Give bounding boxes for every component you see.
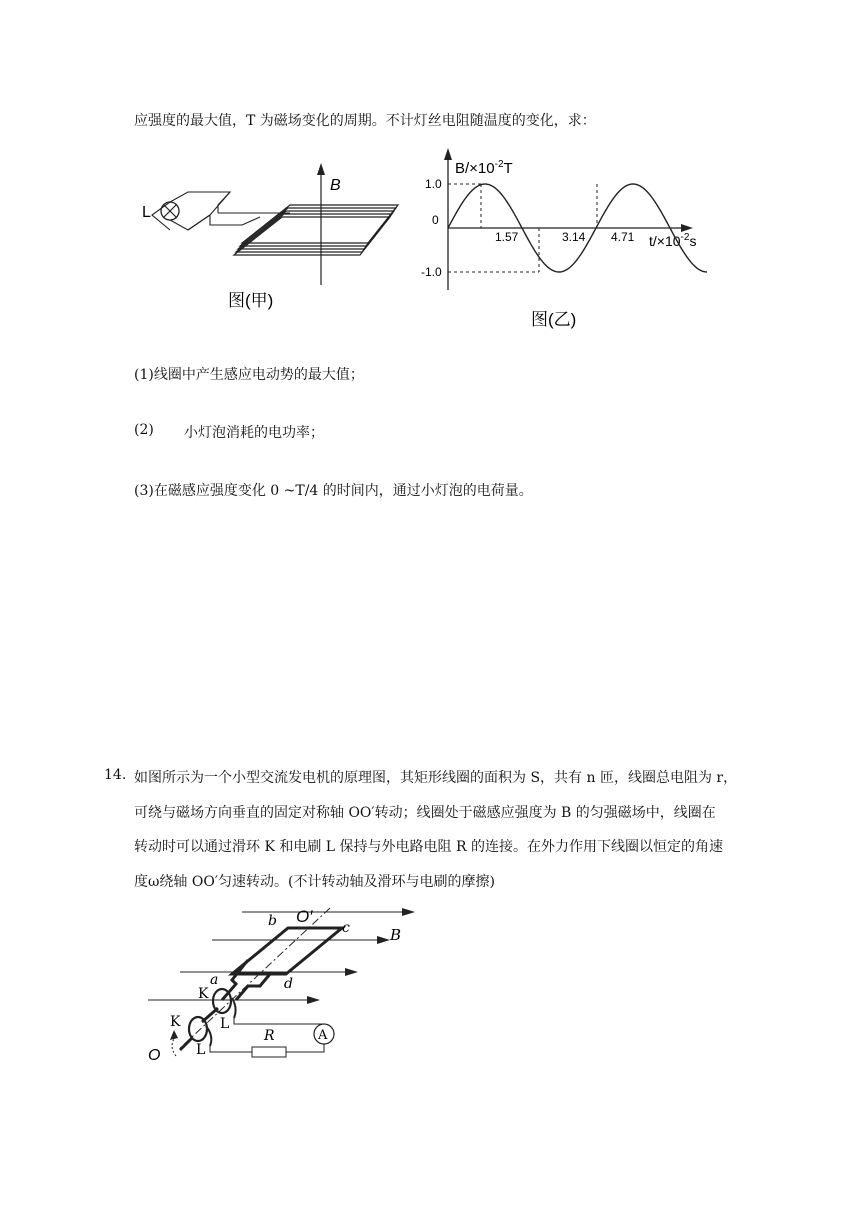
lamp-label: L <box>142 204 151 221</box>
y-axis-arrow-icon <box>444 148 452 160</box>
x-tick-3: 4.71 <box>611 230 635 244</box>
label-b: b <box>268 913 277 929</box>
resistor-icon <box>252 1047 286 1057</box>
field-label: B <box>330 177 341 194</box>
x-axis-arrow-icon <box>681 224 693 232</box>
y-tick-1: 1.0 <box>425 177 442 191</box>
field-arrow-icon <box>402 908 415 916</box>
label-K2: K <box>170 1014 181 1030</box>
x-axis-unit: s <box>689 233 697 249</box>
figure-jia <box>130 155 420 315</box>
x-axis-exp: -2 <box>680 232 690 243</box>
question-3: (3)在磁感应强度变化 0 ~T/4 的时间内，通过小灯泡的电荷量。 <box>134 483 533 499</box>
label-B: B <box>390 926 402 944</box>
problem-14-number: 14. <box>104 767 127 783</box>
label-a: a <box>210 972 219 988</box>
arrow-up-icon <box>317 163 325 175</box>
intro-line: 应强度的最大值，T 为磁场变化的周期。不计灯丝电阻随温度的变化，求： <box>134 113 596 129</box>
x-tick-1: 1.57 <box>495 230 519 244</box>
svg-text:B/×10-2T <box>455 159 513 177</box>
field-arrow-icon <box>307 996 320 1004</box>
label-d: d <box>284 976 293 992</box>
svg-text:t/×10-2s <box>649 232 696 249</box>
label-K1: K <box>198 986 209 1002</box>
label-O: O <box>148 1047 161 1064</box>
label-L2: L <box>196 1042 206 1058</box>
label-c: c <box>342 920 350 936</box>
question-2-number: (2) <box>134 422 154 438</box>
y-axis-unit: T <box>503 160 513 177</box>
problem-14-line-3: 转动时可以通过滑环 K 和电刷 L 保持与外电路电阻 R 的连接。在外力作用下线圈以恒定的角速 <box>134 839 723 855</box>
field-arrow-icon <box>345 968 358 976</box>
label-R: R <box>264 1028 275 1044</box>
problem-14-line-4: 度ω绕轴 OO′匀速转动。(不计转动轴及滑环与电刷的摩擦) <box>134 874 495 890</box>
question-2-text: 小灯泡消耗的电功率； <box>184 425 324 441</box>
question-1: (1)线圈中产生感应电动势的最大值； <box>134 367 364 383</box>
y-tick-0: 0 <box>432 213 439 227</box>
figure-yi <box>415 140 735 340</box>
figure-yi-caption: 图(乙) <box>531 310 577 329</box>
x-axis-label: t/×10 <box>649 233 681 249</box>
y-tick-neg1: -1.0 <box>421 265 442 279</box>
x-tick-2: 3.14 <box>562 230 586 244</box>
label-A: A <box>318 1028 328 1043</box>
rotation-arrow-icon <box>170 1030 178 1040</box>
label-L1: L <box>220 1016 230 1032</box>
problem-14-line-2: 可绕与磁场方向垂直的固定对称轴 OO′转动；线圈处于磁感应强度为 B 的匀强磁场中，线圈在 <box>134 805 716 821</box>
y-axis-exp: -2 <box>494 159 504 170</box>
generator-figure <box>140 900 430 1070</box>
field-arrow-icon <box>377 936 390 944</box>
y-axis-label: B/×10 <box>455 160 495 177</box>
figure-jia-caption: 图(甲) <box>228 291 274 310</box>
label-O-prime: O′ <box>296 907 313 926</box>
problem-14-line-1: 如图所示为一个小型交流发电机的原理图，其矩形线圈的面积为 S，共有 n 匝，线圈总电阻为 r， <box>134 770 738 786</box>
